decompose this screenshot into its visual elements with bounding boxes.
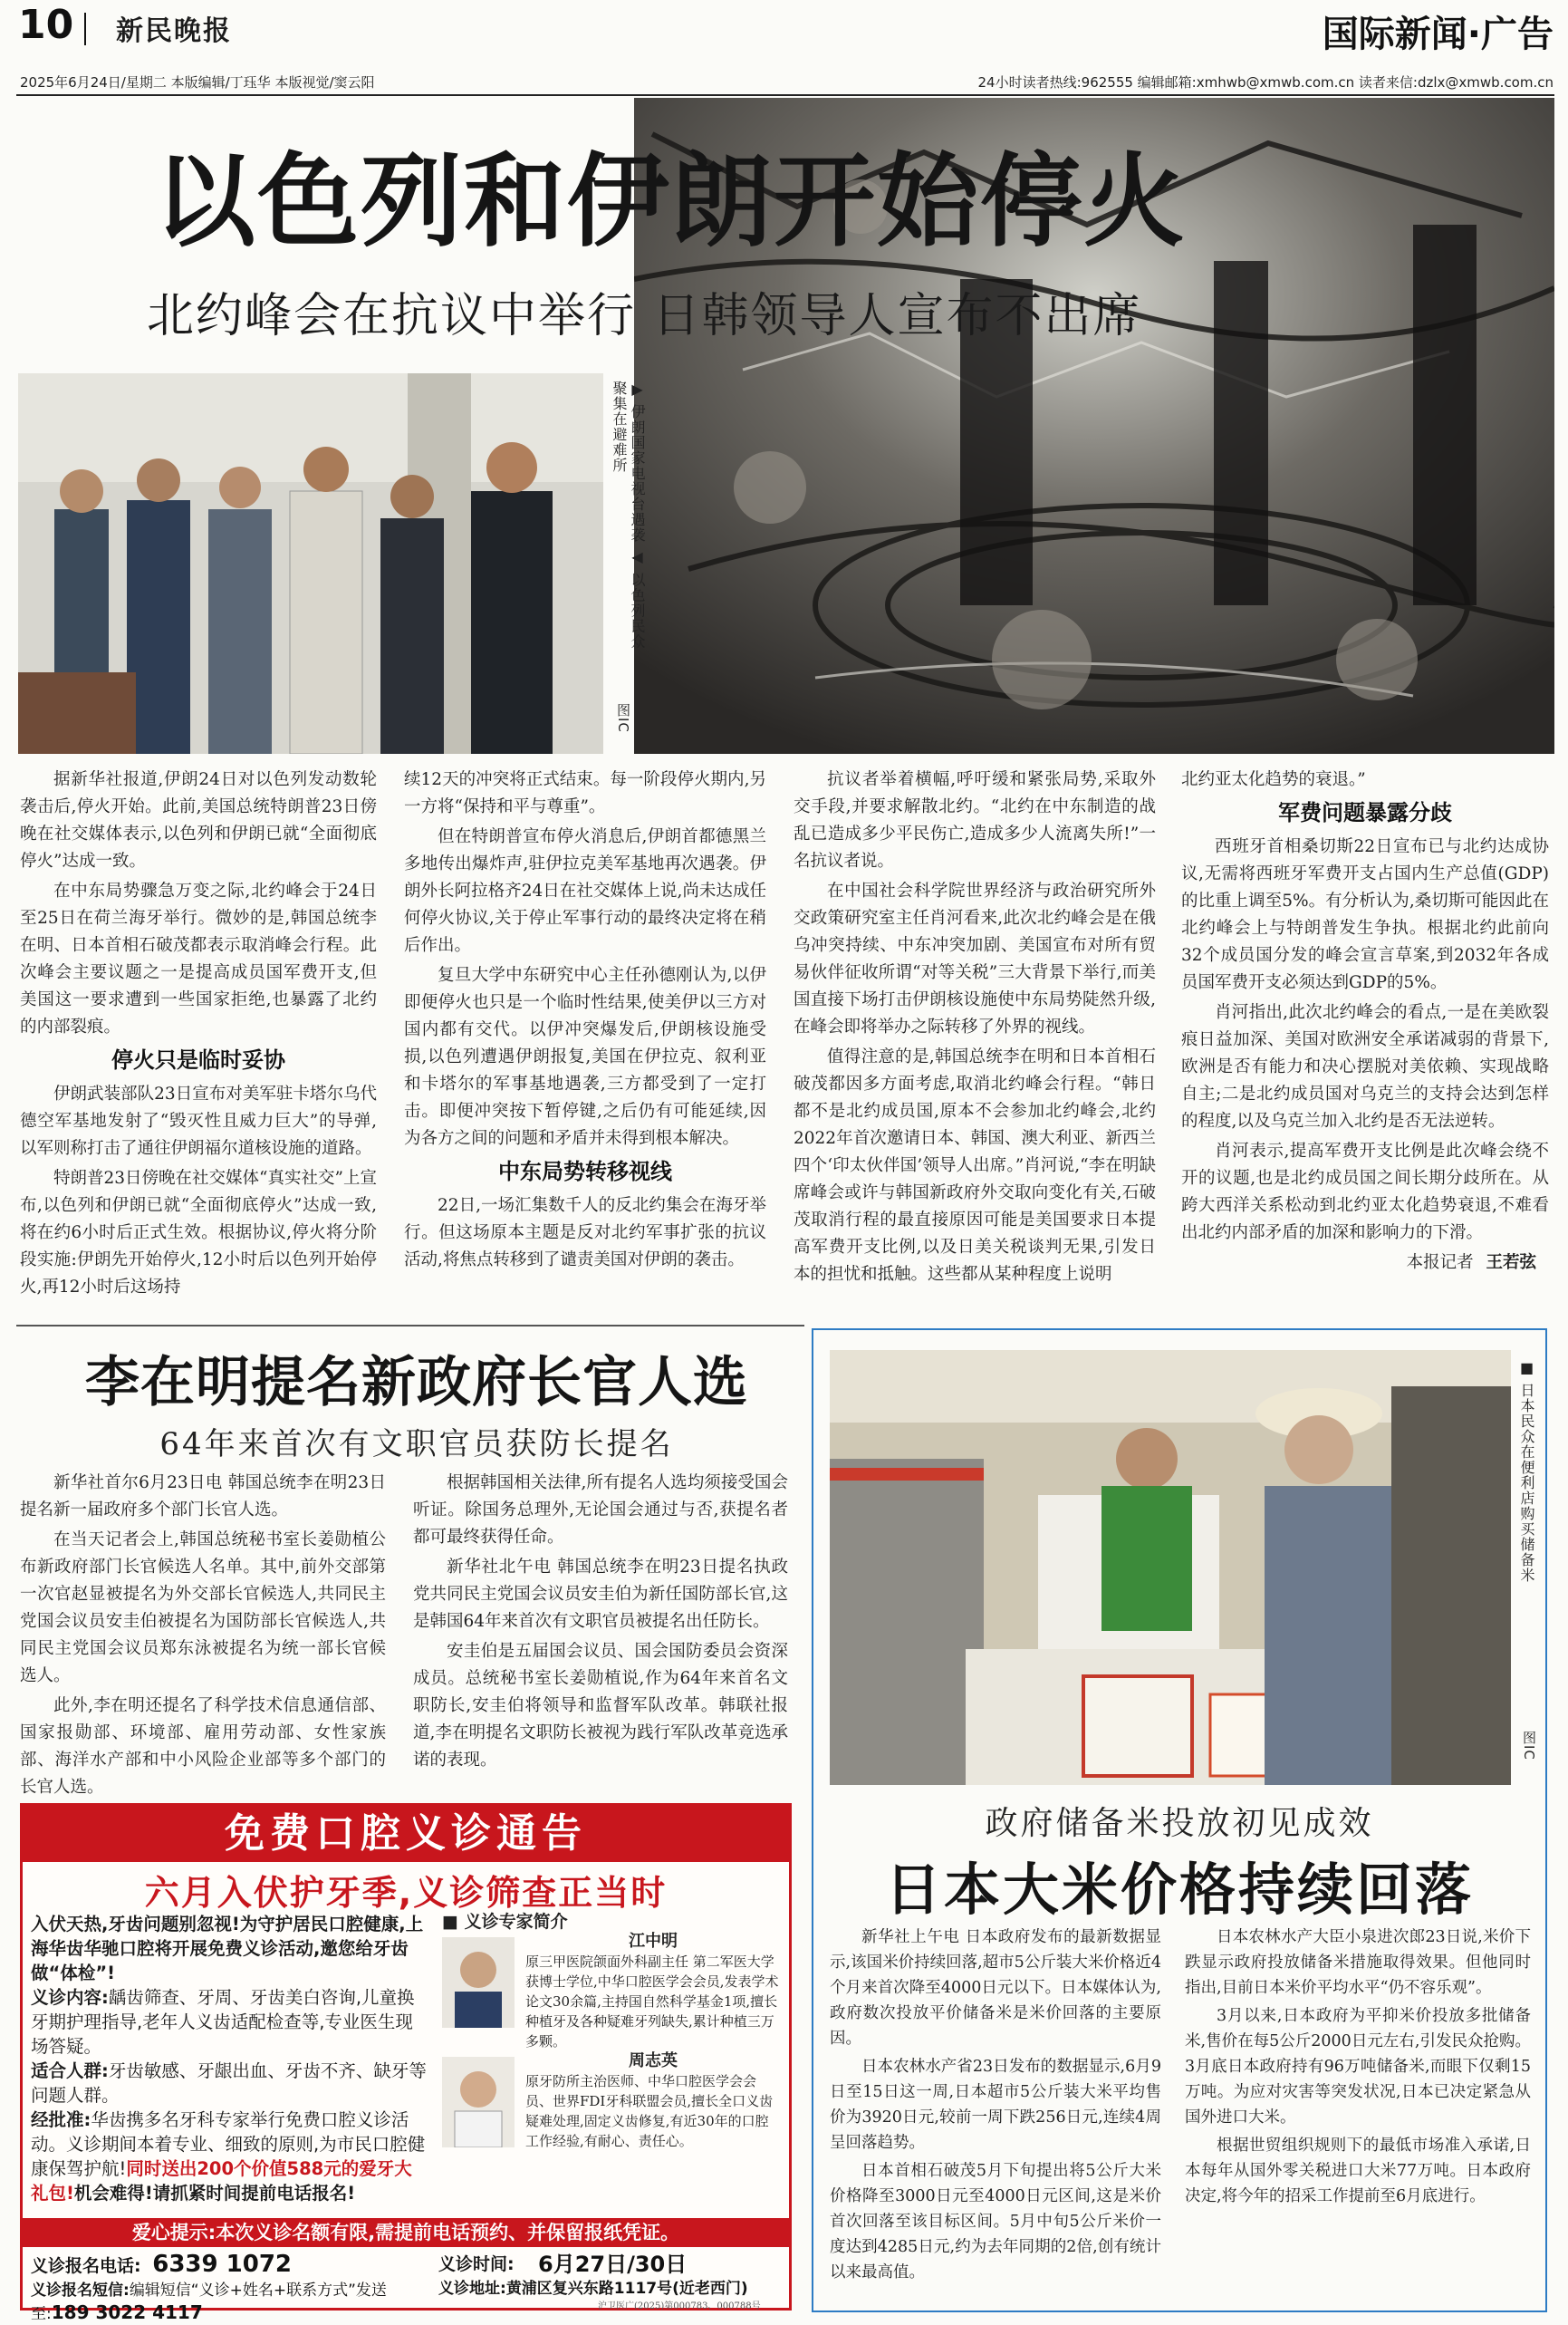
ad-crowd — [31, 2059, 429, 2108]
korea-subhead: 64年来首次有文职官员获防长提名 — [159, 1426, 674, 1462]
paragraph: 在当天记者会上,韩国总统秘书室长姜勋植公布新政府部门长官候选人名单。其中,前外交部第一次官赵显被提名为外交部长官候选人,共同民主党国会议员安圭伯被提名为国防部长官候选人,共同民主党国会议员郑东泳被提名为统一部长官候选人。 — [20, 1530, 386, 1685]
ad-addr: 黄浦区复兴东路1117号(近老西门) — [505, 2280, 748, 2298]
byline-name: 王若弦 — [1486, 1253, 1536, 1272]
ad-notice-bar — [23, 2218, 789, 2247]
ad-time-label: 义诊时间: — [438, 2254, 515, 2274]
section-rule-1 — [16, 1325, 804, 1327]
expert2 — [442, 2051, 781, 2160]
experts-title: ■ 义诊专家简介 — [442, 1912, 568, 1932]
expert2-name: 周志英 — [629, 2051, 678, 2070]
paragraph: 日本农林水产省23日发布的数据显示,6月9日至15日这一周,日本超市5公斤装大米平均售价为3920日元,较前一周下跌256日元,连续4周呈回落趋势。 — [830, 2058, 1161, 2152]
paragraph: 续12天的冲突将正式结束。每一阶段停火期内,另一方将“保持和平与尊重”。 — [404, 770, 766, 816]
paragraph: 伊朗武装部队23日宣布对美军驻卡塔尔乌代德空军基地发射了“毁灭性且威力巨大”的导弹,以军则称打击了通往伊朗福尔道核设施的道路。 — [20, 1085, 377, 1158]
rice-store-photo — [830, 1350, 1511, 1785]
korea-headline: 李在明提名新政府长官人选 — [85, 1351, 748, 1414]
paragraph: 根据韩国相关法律,所有提名人选均须接受国会听证。除国务总理外,无论国会通过与否,获提名者都可最终获得任命。 — [413, 1473, 788, 1547]
subhead-military-spending: 军费问题暴露分歧 — [1278, 800, 1452, 825]
top-story-col3 — [794, 767, 1156, 1291]
paragraph: 3月以来,日本政府为平抑米价投放多批储备米,售价在每5公斤2000日元左右,引发民众抢购。3月底日本政府持有96万吨储备米,而眼下仅剩15万吨。为应对灾害等突发状况,日本已决定紧急从国外进口大米。 — [1185, 2007, 1531, 2127]
page-number: 10 — [18, 2, 74, 48]
expert1 — [442, 1932, 781, 2051]
expert1-desc: 原三甲医院颌面外科副主任 第二军医大学获博士学位,中华口腔医学会会员,发表学术论文30余篇,主持国自然科学基金1项,擅长种植牙及各种疑难牙列缺失,累计种植三万多颗。 — [525, 1954, 779, 2050]
ad-sms-label: 义诊报名短信: — [31, 2282, 130, 2300]
paragraph: 此外,李在明还提名了科学技术信息通信部、国家报勋部、环境部、雇用劳动部、女性家族部、海洋水产部和中小风险企业部等多个部门的长官人选。 — [20, 1696, 386, 1797]
ad-license: 沪卫医广(2025)第000783、000788号 — [598, 2301, 761, 2311]
byline — [1181, 1249, 1549, 1277]
rice-photo-credit: 图IC — [1521, 1731, 1537, 1761]
ad-content — [31, 1985, 429, 2059]
top-story-col1 — [20, 767, 377, 1304]
paragraph: 复旦大学中东研究中心主任孙德刚认为,以伊即便停火也只是一个临时性结果,使美伊以三方对国内都有交代。以伊冲突爆发后,伊朗核设施受损,以色列遭遇伊朗报复,美国在伊拉克、叙利亚和卡塔尔的军事基地遇袭,三方都受到了一定打击。即便冲突按下暂停键,之后仍有可能延续,因为各方之间的问题和矛盾并未得到根本解决。 — [404, 966, 766, 1148]
expert2-desc: 原牙防所主治医师、中华口腔医学会会员、世界FDI牙科联盟会员,擅长全口义齿疑难处理,固定义齿修复,有近30年的口腔工作经验,有耐心、责任心。 — [525, 2073, 774, 2149]
masthead-rule — [16, 94, 1554, 96]
ad-experts — [442, 1912, 781, 2160]
paragraph: 新华社上午电 日本政府发布的最新数据显示,该国米价持续回落,超市5公斤装大米价格近4个月来首次降至4000日元以下。日本媒体认为,政府数次投放平价储备米是米价回落的主要原因。 — [830, 1928, 1161, 2048]
ad-contact — [31, 2251, 783, 2325]
japan-col1 — [830, 1925, 1161, 2288]
ad-sms-text: 编辑短信“义诊+姓名+联系方式”发送至: — [31, 2282, 387, 2323]
paragraph: 安圭伯是五届国会议员、国会国防委员会资深成员。总统秘书室长姜勋植说,作为64年来首名文职防长,安圭伯将领导和监督军队改革。韩联社报道,李在明提名文职防长被视为践行军队改革竞选承诺的表现。 — [413, 1642, 788, 1770]
ad-phone-row — [31, 2251, 783, 2280]
paragraph: 特朗普23日傍晚在社交媒体“真实社交”上宣布,以色列和伊朗已就“全面彻底停火”达成一致,将在约6小时后正式生效。根据协议,停火将分阶段实施:伊朗先开始停火,12小时后以色列开始停火,再12小时后这场持 — [20, 1169, 377, 1297]
ad-approve-text: 华齿携多名牙科专家举行免费口腔义诊活动。义诊期间本着专业、细致的原则,为市民口腔健康保驾护航! — [31, 2109, 426, 2179]
shelter-photo — [18, 373, 603, 754]
paragraph: 北约亚太化趋势的衰退。” — [1181, 770, 1366, 789]
japan-headline: 日本大米价格持续回落 — [884, 1857, 1474, 1923]
japan-col2 — [1185, 1925, 1531, 2212]
ad-intro: 入伏天热,牙齿问题别忽视!为守护居民口腔健康,上海华齿华驰口腔将开展免费义诊活动,邀您给牙齿做“体检”! — [31, 1914, 424, 1983]
paragraph: 新华社首尔6月23日电 韩国总统李在明23日提名新一届政府多个部门长官人选。 — [20, 1473, 386, 1519]
shelter-image — [18, 373, 603, 754]
ad-sms-number[interactable]: 189 3022 4117 — [51, 2301, 203, 2323]
top-story-col4 — [1181, 767, 1549, 1277]
paragraph: 在中国社会科学院世界经济与政治研究所外交政策研究室主任肖河看来,此次北约峰会是在俄乌冲突持续、中东冲突加剧、美国宣布对所有贸易伙伴征收所谓“对等关税”三大背景下举行,而美国直接下场打击伊朗核设施使中东局势陡然升级,在峰会即将举办之际转移了外界的视线。 — [794, 882, 1156, 1037]
paper-name: 新民晚报 — [116, 15, 232, 47]
top-headline: 以色列和伊朗开始停火 — [154, 143, 1187, 261]
ad-phone[interactable]: 6339 1072 — [152, 2251, 293, 2278]
rice-store-image — [830, 1350, 1511, 1785]
ad-crowd-label: 适合人群: — [31, 2060, 109, 2081]
ad-title-bar — [23, 1806, 789, 1862]
ad-content-text: 龋齿筛查、牙周、牙齿美白咨询,儿童换牙期护理指导,老年人义齿适配检查等,专业医生现场答疑。 — [31, 1987, 415, 2057]
paragraph: 新华社北午电 韩国总统李在明23日提名执政党共同民主党国会议员安圭伯为新任国防部长官,这是韩国64年来首次有文职官员被提名出任防长。 — [413, 1558, 788, 1631]
ad-title: 免费口腔义诊通告 — [225, 1810, 587, 1857]
ad-addr-row — [438, 2278, 783, 2300]
paragraph: 根据世贸组织规则下的最低市场准入承诺,日本每年从国外零关税进口大米77万吨。日本政府决定,将今年的招采工作提前至6月底进行。 — [1185, 2137, 1531, 2205]
korea-col2 — [413, 1470, 788, 1777]
section-title: 国际新闻·广告 — [1322, 14, 1554, 55]
paragraph: 肖河指出,此次北约峰会的看点,一是在美欧裂痕日益加深、美国对欧洲安全承诺减弱的背景下,欧洲是否有能力和决心摆脱对美依赖、实现战略自主;二是北约成员国对乌克兰的支持会达到怎样的程度,以及乌克兰加入北约是否无法逆转。 — [1181, 1003, 1549, 1131]
paragraph: 据新华社报道,伊朗24日对以色列发动数轮袭击后,停火开始。此前,美国总统特朗普23日傍晚在社交媒体表示,以色列和伊朗已就“全面彻底停火”达成一致。 — [20, 770, 377, 871]
expert2-avatar — [442, 2057, 515, 2147]
paragraph: 22日,一场汇集数千人的反北约集会在海牙举行。但这场原本主题是反对北约军事扩张的抗议活动,将焦点转移到了谴责美国对伊朗的袭击。 — [404, 1196, 766, 1269]
ad-content-label: 义诊内容: — [31, 1987, 109, 2008]
ad-gift: 同时送出200个价值588元的爱牙大礼包! — [31, 2158, 412, 2204]
paragraph: 但在特朗普宣布停火消息后,伊朗首都德黑兰多地传出爆炸声,驻伊拉克美军基地再次遇袭。伊朗外长阿拉格齐24日在社交媒体上说,尚未达成任何停火协议,关于停止军事行动的最终决定将在稍后作出。 — [404, 827, 766, 955]
ad-approve — [31, 2108, 429, 2205]
contact-line: 24小时读者热线:962555 编辑邮箱:xmhwb@xmwb.com.cn 读者来信:dzlx@xmwb.com.cn — [977, 74, 1554, 91]
ad-approve-label: 经批准: — [31, 2109, 91, 2130]
ad-slogan: 六月入伏护牙季,义诊筛查正当时 — [144, 1873, 668, 1913]
date-line: 2025年6月24日/星期二 本版编辑/丁珏华 本版视觉/窦云阳 — [20, 74, 375, 91]
top-story-col2 — [404, 767, 766, 1277]
top-photo-caption: ▶ 伊朗国家电视台遇袭 ◀ 以色列民众聚集在避难所 — [611, 381, 646, 650]
ad-body — [31, 1912, 429, 2205]
expert1-avatar — [442, 1937, 515, 2028]
rice-photo-caption: ■ 日本民众在便利店购买储备米 — [1518, 1359, 1535, 1584]
subhead-distraction: 中东局势转移视线 — [498, 1159, 672, 1184]
paragraph: 抗议者举着横幅,呼吁缓和紧张局势,采取外交手段,并要求解散北约。“北约在中东制造的战乱已造成多少平民伤亡,造成多少人流离失所!”一名抗议者说。 — [794, 770, 1156, 871]
paragraph: 肖河表示,提高军费开支比例是此次峰会绕不开的议题,也是北约成员国之间长期分歧所在。从跨大西洋关系松动到北约亚太化趋势衰退,不难看出北约内部矛盾的加深和影响力的下滑。 — [1181, 1142, 1549, 1242]
paragraph: 值得注意的是,韩国总统李在明和日本首相石破茂都因多方面考虑,取消北约峰会行程。“韩日都不是北约成员国,原本不会参加北约峰会,北约2022年首次邀请日本、韩国、澳大利亚、新西兰四个‘印太伙伴国’领导人出席。”肖河说,“李在明缺席峰会或许与韩国新政府外交取向变化有关,石破茂取消行程的最直接原因可能是美国要求日本提高军费开支比例,以及日美关税谈判无果,引发日本的担忧和抵触。这些都从某种程度上说明 — [794, 1047, 1156, 1284]
korea-col1 — [20, 1470, 386, 1804]
ad-closing: 机会难得!请抓紧时间提前电话报名! — [73, 2183, 356, 2204]
expert1-name: 江中明 — [629, 1932, 678, 1951]
ad-sms-row — [31, 2280, 429, 2325]
ad-crowd-text: 牙齿敏感、牙龈出血、牙齿不齐、缺牙等问题人群。 — [31, 2060, 427, 2106]
japan-kicker: 政府储备米投放初见成效 — [985, 1805, 1374, 1842]
subhead-ceasefire: 停火只是临时妥协 — [111, 1047, 285, 1073]
paragraph: 日本农林水产大臣小泉进次郎23日说,米价下跌显示政府投放储备米措施取得效果。但他同时指出,目前日本米价平均水平“仍不容乐观”。 — [1185, 1928, 1531, 1997]
top-subhead: 北约峰会在抗议中举行 日韩领导人宣布不出席 — [147, 289, 1142, 343]
paragraph: 西班牙首相桑切斯22日宣布已与北约达成协议,无需将西班牙军费开支占国内生产总值(GDP)的比重上调至5%。有分析认为,桑切斯可能因此在北约峰会上与特朗普发生争执。根据北约此前向32个成员国分发的峰会宣言草案,到2032年各成员国军费开支必须达到GDP的5%。 — [1181, 837, 1549, 992]
ad-notice: 爱心提示:本次义诊名额有限,需提前电话预约、并保留报纸凭证。 — [131, 2222, 680, 2243]
paragraph: 日本首相石破茂5月下旬提出将5公斤大米价格降至3000日元至4000日元区间,这是米价首次回落至该目标区间。5月中旬5公斤米价一度达到4285日元,约为去年同期的2倍,创有统计以来最高值。 — [830, 2162, 1161, 2282]
masthead-divider — [84, 13, 86, 45]
top-photo-credit: 图IC — [615, 703, 631, 733]
ad-addr-label: 义诊地址: — [438, 2280, 506, 2298]
paragraph: 在中东局势骤急万变之际,北约峰会于24日至25日在荷兰海牙举行。微妙的是,韩国总统李在明、日本首相石破茂都表示取消峰会行程。此次峰会主要议题之一是提高成员国军费开支,但美国这一要求遭到一些国家拒绝,也暴露了北约的内部裂痕。 — [20, 882, 377, 1037]
ad-phone-label: 义诊报名电话: — [31, 2256, 141, 2276]
byline-label: 本报记者 — [1406, 1253, 1474, 1272]
ad-time: 6月27日/30日 — [538, 2252, 688, 2277]
